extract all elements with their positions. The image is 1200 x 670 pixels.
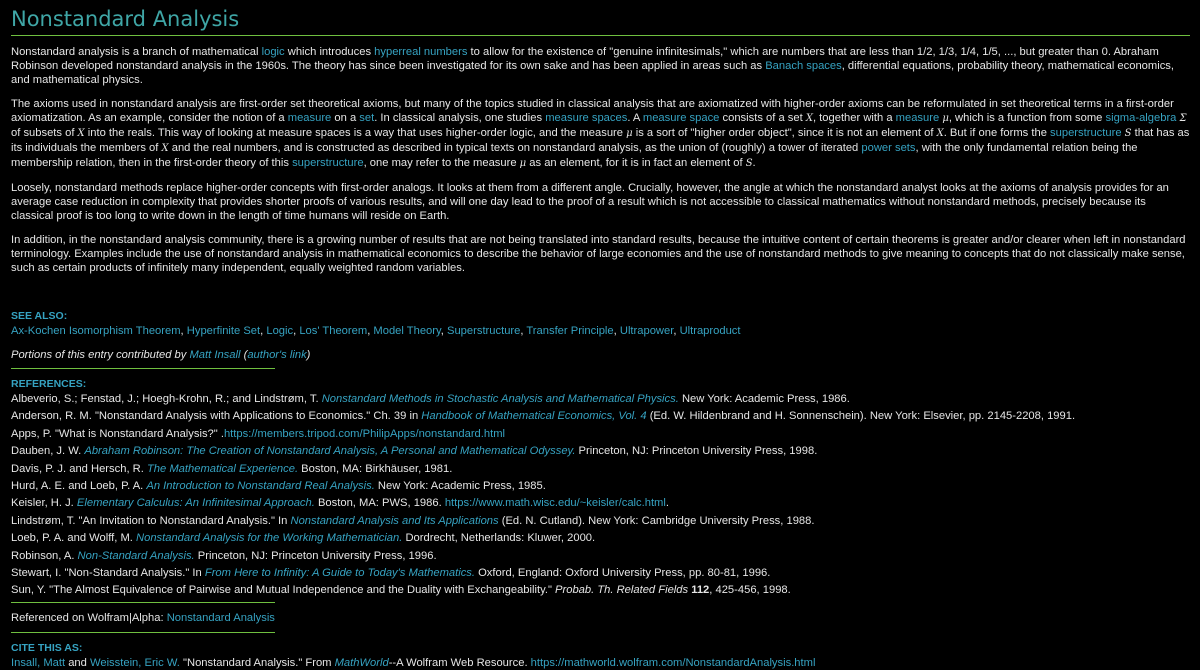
reference-item	[11, 582, 1190, 599]
link-author-weisstein[interactable]: Weisstein, Eric W.	[89, 656, 180, 669]
math-symbol-sigma: Σ	[1179, 113, 1187, 124]
see-also-link[interactable]: Ultrapower	[619, 325, 674, 337]
reference-text: Princeton, NJ: Princeton University Press, 1998.	[575, 445, 818, 458]
math-symbol-mu: μ	[519, 158, 527, 169]
text: (	[240, 349, 248, 361]
math-symbol-x: X	[936, 128, 944, 139]
see-also-heading: SEE ALSO:	[11, 310, 68, 322]
paragraph-intro	[11, 45, 1190, 87]
reference-text: Princeton, NJ: Princeton University Press, 1996.	[194, 549, 437, 562]
reference-item	[11, 565, 1190, 582]
math-symbol-s: S	[1124, 128, 1132, 139]
see-also-link[interactable]: Hyperfinite Set	[186, 325, 261, 337]
text: --A Wolfram Web Resource.	[388, 656, 531, 669]
text: , which is a function from some	[948, 112, 1106, 124]
reference-text: Apps, P. "What is Nonstandard Analysis?"	[11, 427, 221, 440]
reference-text: Albeverio, S.; Fenstad, J.; Hoegh-Krohn, R.; and Lindstrøm, T.	[11, 393, 322, 405]
text: The axioms used in nonstandard analysis are first-order set theoretical axioms, but many of the topics studied in classical analysis that are axiomatized with higher-order axioms can be reformulated in set theoretical terms in a first-order axiomatization. As an example, consider the notion of a	[11, 98, 1174, 124]
text: , with the only fundamental relation being the membership relation, then in the first-order theory of this	[11, 142, 1138, 169]
reference-text: , 425-456, 1998.	[709, 584, 791, 597]
text: . But if one forms the	[943, 127, 1051, 139]
math-symbol-mu: μ	[626, 128, 633, 139]
text: that has as its individuals the members of	[11, 127, 1190, 154]
reference-item	[11, 513, 1190, 530]
reference-item	[11, 495, 1190, 512]
paragraph-methods: Loosely, nonstandard methods replace higher-order concepts with first-order analogs. It looks at them from a different angle. Crucially, however, the angle at which the nonstandard analyst looks at the axioms of analysis provides for an average case reduction in complexity that provides shorter proofs of various results, and will one day lead to the proof of a result which is not accessible to classical mathematics without nonstandard methods, precisely because its classical proof is too long to write down in the length of time humans will reside on Earth.	[11, 182, 1169, 222]
reference-text: (Ed. N. Cutland). New York: Cambridge University Press, 1988.	[498, 514, 815, 527]
see-also-link[interactable]: Los' Theorem	[299, 325, 368, 337]
text: .	[752, 157, 756, 169]
see-also-link[interactable]: Logic	[266, 325, 294, 337]
reference-title-link[interactable]: Nonstandard Methods in Stochastic Analysis and Mathematical Physics.	[321, 393, 679, 405]
reference-item	[11, 478, 1190, 495]
see-also-link[interactable]: Model Theory	[373, 325, 441, 337]
link-power-sets[interactable]: power sets	[861, 142, 916, 154]
text: and	[65, 656, 90, 669]
link-superstructure-2[interactable]: superstructure	[292, 157, 364, 169]
reference-text: Anderson, R. M. "Nonstandard Analysis with Applications to Economics." Ch. 39 in	[11, 410, 422, 423]
title-divider	[11, 35, 1190, 36]
reference-text: (Ed. W. Hildenbrand and H. Sonnenschein). New York: Elsevier, pp. 2145-2208, 1991.	[646, 410, 1076, 423]
reference-item	[11, 461, 1190, 478]
text: as an element, for it is in fact an element of	[526, 157, 746, 169]
text: is a sort of "higher order object", since it is not an element of	[632, 127, 937, 139]
link-measure-space[interactable]: measure space	[642, 112, 720, 124]
separator: ,	[520, 325, 527, 337]
text: Referenced on Wolfram|Alpha:	[11, 611, 167, 624]
text: on a	[331, 112, 360, 124]
link-banach-spaces[interactable]: Banach spaces	[765, 60, 842, 72]
math-symbol-x: X	[77, 128, 85, 139]
see-also-link[interactable]: Transfer Principle	[526, 325, 614, 337]
reference-item	[11, 443, 1190, 460]
reference-text: Robinson, A.	[11, 549, 78, 562]
page-title: Nonstandard Analysis	[11, 7, 240, 31]
reference-title-link[interactable]: Non-Standard Analysis.	[77, 549, 195, 562]
reference-text: Oxford, England: Oxford University Press, pp. 80-81, 1996.	[475, 567, 771, 580]
reference-item	[11, 426, 1190, 443]
reference-text: Stewart, I. "Non-Standard Analysis." In	[11, 567, 205, 580]
reference-item	[11, 548, 1190, 565]
reference-text: Keisler, H. J.	[11, 497, 77, 510]
journal-name: Probab. Th. Related Fields	[555, 584, 689, 597]
see-also-link[interactable]: Ultraproduct	[679, 325, 741, 337]
link-wolfram-alpha[interactable]: Nonstandard Analysis	[166, 611, 275, 624]
separator: ,	[673, 325, 680, 337]
link-authors-link[interactable]: author's link	[247, 349, 307, 361]
divider	[11, 632, 275, 633]
text: Nonstandard analysis is a branch of mathematical	[11, 46, 262, 58]
see-also-link[interactable]: Ax-Kochen Isomorphism Theorem	[11, 325, 181, 337]
text: , together with a	[812, 112, 896, 124]
cite-heading: CITE THIS AS:	[11, 641, 83, 654]
reference-text: Dauben, J. W.	[11, 445, 85, 458]
reference-title-link[interactable]: Nonstandard Analysis for the Working Mathematician.	[136, 532, 403, 545]
reference-url-link[interactable]: https://members.tripod.com/PhilipApps/nonstandard.html	[223, 427, 506, 440]
text: which introduces	[284, 46, 375, 58]
reference-text: .	[220, 427, 224, 440]
reference-text: Davis, P. J. and Hersch, R.	[11, 462, 147, 475]
reference-text: Sun, Y. "The Almost Equivalence of Pairwise and Mutual Independence and the Duality with Exchangeability."	[11, 584, 556, 597]
reference-text: Boston, MA: PWS, 1986.	[314, 497, 445, 510]
text: into the reals. This way of looking at measure spaces is a way that uses higher-order logic, and the measure	[84, 127, 627, 139]
see-also-list	[11, 324, 1190, 338]
reference-title-link[interactable]: From Here to Infinity: A Guide to Today's Mathematics.	[204, 567, 475, 580]
math-symbol-x: X	[161, 143, 169, 154]
separator: ,	[293, 325, 300, 337]
link-hyperreal-numbers[interactable]: hyperreal numbers	[374, 46, 468, 58]
link-measure-spaces[interactable]: measure spaces	[545, 112, 628, 124]
link-citation-url[interactable]: https://mathworld.wolfram.com/NonstandardAnalysis.html	[530, 656, 816, 669]
link-logic[interactable]: logic	[261, 46, 285, 58]
reference-item	[11, 408, 1190, 425]
contributor-line	[11, 348, 1190, 362]
divider	[11, 602, 275, 603]
reference-title-link[interactable]: Nonstandard Analysis and Its Applications	[290, 514, 499, 527]
separator: ,	[260, 325, 267, 337]
separator: ,	[367, 325, 374, 337]
references-heading: REFERENCES:	[11, 378, 87, 390]
text: "Nonstandard Analysis." From	[179, 656, 335, 669]
text: to allow for the existence of "genuine infinitesimals," which are numbers that are less than 1/2, 1/3, 1/4, 1/5, ..., but greater than 0. Abraham Robinson developed nonstandard analysis in the 1960s. The theory has since been investigated for its own sake and has been applied in areas such as	[11, 46, 1159, 72]
see-also-link[interactable]: Superstructure	[447, 325, 521, 337]
text: , one may refer to the measure	[363, 157, 520, 169]
text: . A	[627, 112, 643, 124]
math-symbol-mu: μ	[942, 113, 949, 124]
separator: ,	[440, 325, 447, 337]
link-sigma-algebra[interactable]: sigma-algebra	[1105, 112, 1177, 124]
reference-text: Lindstrøm, T. "An Invitation to Nonstandard Analysis." In	[11, 514, 291, 527]
reference-text: .	[665, 497, 669, 510]
math-symbol-x: X	[805, 113, 813, 124]
link-mathworld[interactable]: MathWorld	[334, 656, 389, 669]
wolfram-alpha-line	[11, 611, 1190, 625]
reference-text: Loeb, P. A. and Wolff, M.	[11, 532, 137, 545]
reference-title-link[interactable]: Handbook of Mathematical Economics, Vol. 4	[421, 410, 647, 423]
paragraph-axioms	[11, 97, 1190, 171]
link-superstructure[interactable]: superstructure	[1050, 127, 1122, 139]
reference-title-link[interactable]: The Mathematical Experience.	[146, 462, 299, 475]
reference-text: New York: Academic Press, 1985.	[374, 480, 546, 493]
text: . In classical analysis, one studies	[374, 112, 546, 124]
text: Portions of this entry contributed by	[11, 349, 190, 361]
link-measure[interactable]: measure	[287, 112, 332, 124]
paragraph-community: In addition, in the nonstandard analysis community, there is a growing number of results that are not being translated into standard results, because the intuitive content of certain theorems is greater and/or clearer when left in nonstandard terminology. Examples include the use of nonstandard analysis in mathematical economics to describe the behavior of large economies and the use of nonstandard methods to give meaning to concepts that do not classically make sense, such as certain products of infinitely many independent, equally weighted random variables.	[11, 234, 1186, 274]
reference-text: Hurd, A. E. and Loeb, P. A.	[11, 480, 147, 493]
link-set[interactable]: set	[359, 112, 375, 124]
text: of subsets of	[11, 127, 78, 139]
text: consists of a set	[719, 112, 806, 124]
separator: ,	[180, 325, 187, 337]
link-author[interactable]: Matt Insall	[189, 349, 241, 361]
divider	[11, 368, 275, 369]
math-symbol-s: S	[745, 158, 753, 169]
text: , differential equations, probability theory, mathematical economics, and mathematical physics.	[11, 60, 1174, 86]
reference-url-link[interactable]: https://www.math.wisc.edu/~keisler/calc.html	[444, 497, 666, 510]
reference-item	[11, 391, 1190, 408]
citation	[11, 656, 1190, 670]
separator: ,	[613, 325, 620, 337]
text: and the real numbers, and is constructed as described in typical texts on nonstandard analysis, as the union of (roughly) a tower of iterated	[168, 142, 862, 154]
text: )	[306, 349, 311, 361]
reference-title-link[interactable]: Elementary Calculus: An Infinitesimal Approach.	[76, 497, 315, 510]
reference-text: Boston, MA: Birkhäuser, 1981.	[298, 462, 453, 475]
volume-number: 112	[688, 584, 710, 597]
reference-item	[11, 530, 1190, 547]
link-author-insall[interactable]: Insall, Matt	[11, 656, 66, 669]
reference-title-link[interactable]: Abraham Robinson: The Creation of Nonstandard Analysis, A Personal and Mathematical Odyssey.	[84, 445, 576, 458]
reference-text: New York: Academic Press, 1986.	[678, 393, 850, 405]
link-measure-2[interactable]: measure	[895, 112, 940, 124]
reference-title-link[interactable]: An Introduction to Nonstandard Real Analysis.	[146, 480, 375, 493]
reference-text: Dordrecht, Netherlands: Kluwer, 2000.	[402, 532, 596, 545]
references-list	[11, 391, 1190, 600]
